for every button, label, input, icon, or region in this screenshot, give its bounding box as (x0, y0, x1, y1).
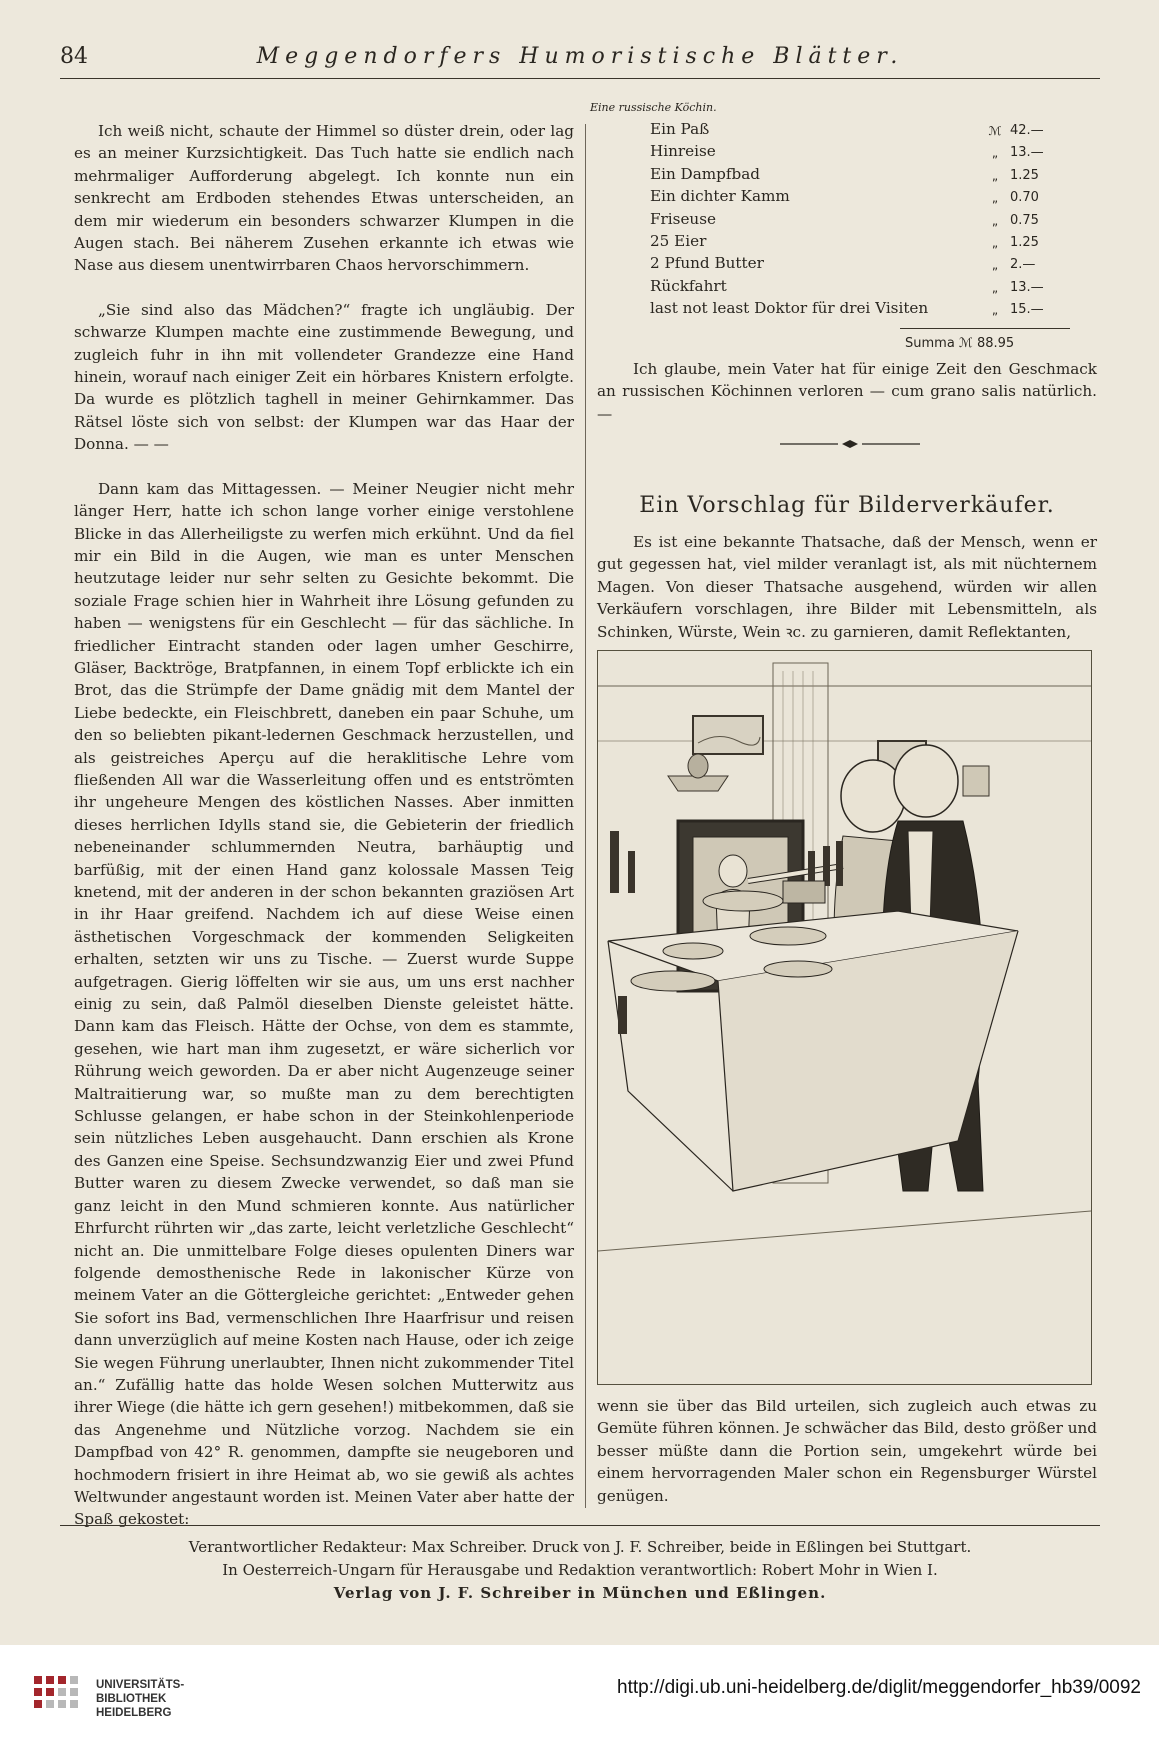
ditto-mark: „ (991, 235, 999, 250)
cost-item: Ein Dampfbad (650, 164, 761, 183)
ditto-mark: „ (991, 280, 999, 295)
cost-item: 25 Eier (650, 231, 707, 250)
ditto-mark: „ (991, 303, 999, 318)
column-divider (585, 124, 586, 1508)
cost-item: Rückfahrt (650, 276, 727, 295)
ditto-mark: „ (991, 146, 999, 161)
left-column (74, 120, 574, 1531)
sum-rule (900, 328, 1070, 329)
cost-row (650, 165, 1080, 187)
cost-item: Friseuse (650, 209, 717, 228)
cost-item: Ein Paß (650, 120, 710, 138)
article-intro (597, 531, 1097, 643)
cost-row (650, 210, 1080, 232)
article-title: Ein Vorschlag für Bilderverkäufer. (639, 493, 1055, 518)
cost-row (650, 120, 1080, 142)
university-library-logo-icon (30, 1670, 84, 1716)
footer-editor-line: Verantwortlicher Redakteur: Max Schreiber. Druck von J. F. Schreiber, beide in Eßlingen bei Stuttgart. (188, 1538, 972, 1556)
page-number: 84 (60, 44, 88, 69)
cost-row (650, 277, 1080, 299)
cost-item: Ein dichter Kamm (650, 187, 790, 206)
cost-amount: 1.25 (1010, 167, 1039, 183)
closing-paragraph (597, 358, 1097, 425)
cost-amount: 0.75 (1010, 212, 1039, 228)
cost-row (650, 254, 1080, 276)
library-bar (0, 1645, 1159, 1744)
source-url[interactable]: http://digi.ub.uni-heidelberg.de/diglit/meggendorfer_hb39/0092 (617, 1677, 1141, 1698)
sum-total: Summa ℳ 88.95 (905, 336, 1015, 351)
page-footer (60, 1525, 1100, 1605)
page-header (60, 42, 1100, 79)
cost-amount: 13.— (1010, 279, 1044, 295)
cost-amount: 13.— (1010, 145, 1044, 161)
cost-row (650, 232, 1080, 254)
footer-publisher-line: Verlag von J. F. Schreiber in München und Eßlingen. (333, 1584, 827, 1602)
article-continuation-text: wenn sie über das Bild urteilen, sich zugleich auch etwas zu Gemüte führen können. Je schwächer das Bild, desto größer und besser müßte dann die Portion sein, umgekehrt würde bei einem hervorragenden Maler schon ein Regensburger Würstel genügen. (597, 1397, 1097, 1505)
paragraph-3: Dann kam das Mittagessen. — Meiner Neugier nicht mehr länger Herr, hatte ich schon lange vorher einige verstohlene Blicke in das Allerheiligste zu werfen mich erkühnt. Und da fiel mir ein Bild in die Augen, wie man es unter Menschen heutzutage leider nur sehr selten zu Gesichte bekommt. Die soziale Frage schien hier in Wahrheit ihre Lösung gefunden zu haben — wenigstens für ein Geschlecht — für das sächliche. In friedlicher Eintracht standen oder lagen umher Geschirre, Gläser, Backtröge, Bratpfannen, in einem Topf erblickte ich ein Brot, das die Strümpfe der Dame gnädig mit dem Mantel der Liebe bedeckte, ein Fleischbrett, daneben ein paar Schuhe, um den so beliebten pikant-ledernen Geschmack herzustellen, und als geistreiches Aperçu auf die heraklitische Lehre vom fließenden All war die Wasserleitung offen und es entströmten ihr ungeheure Mengen des köstlichen Nasses. Aber inmitten dieses herrlichen Idylls stand sie, die Gebieterin der friedlich nebeneinander schlummernden Neutra, barhäuptig und barfüßig, mit der einen Hand ganz kolossale Massen Teig knetend, mit der anderen in der schon bekannten graziösen Art in ihr Haar greifend. Nachdem ich auf diese Weise einen ästhetischen Vorgeschmack der kommenden Seligkeiten erhalten, setzten wir uns zu Tische. — Zuerst wurde Suppe aufgetragen. Gierig löffelten wir sie aus, um uns erst nachher einig zu sein, daß Palmöl dieselben Dienste geleistet hätte. Dann kam das Fleisch. Hätte der Ochse, von dem es stammte, gesehen, wie hart man ihm zugesetzt, er wäre sicherlich vor Rührung weich geworden. Da er aber nicht Augenzeuge seiner Maltraitierung war, so mußte man zu dem berechtigten Schlusse gelangen, er habe schon in der Steinkohlenperiode sein nützliches Leben ausgehaucht. Dann erschien als Krone des Ganzen eine Speise. Sechsundzwanzig Eier und zwei Pfund Butter waren zu diesem Zwecke verwendet, so daß man sie ganz leicht in den Mund schmieren konnte. Aus natürlicher Ehrfurcht rührten wir „das zarte, leicht verletzliche Geschlecht“ nicht an. Die unmittelbare Folge dieses opulenten Diners war folgende demosthenische Rede in lakonischer Kürze von meinem Vater an die Göttergleiche gerichtet: „Entweder gehen Sie sofort ins Bad, vermenschlichen Ihre Haarfrisur und reisen dann unverzüglich auf meine Kosten nach Hause, oder ich zeige Sie wegen Führung unerlaubter, Ihnen nicht zukommender Titel an.“ Zufällig hatte das holde Wesen solchen Mutterwitz aus ihrer Wiege (die hätte ich gern gesehen!) mitbekommen, daß sie das Angenehme und Nützliche vorzog. Nachdem sie ein Dampfbad von 42° R. genommen, dampfte sie neugeboren und hochmodern frisiert in ihre Heimat ab, wo sie gewiß als achtes Weltwunder angestaunt worden ist. Meinen Vater aber hatte der Spaß gekostet: (74, 479, 574, 1529)
paragraph-1: Ich weiß nicht, schaute der Himmel so düster drein, oder lag es an meiner Kurzsichtigkeit. Das Tuch hatte sie endlich nach mehrmaliger Aufforderung abgelegt. Ich konnte nun ein senkrecht am Erdboden stehendes Etwas unterscheiden, an dem mir wiederum ein besonders schwarzer Klumpen in die Augen stach. Bei näherem Zusehen erkannte ich etwas wie Nase aus diesem unentwirrbaren Chaos hervorschimmern. (74, 122, 574, 275)
cost-amount: 2.— (1010, 257, 1036, 273)
cost-item: last not least Doktor für drei Visiten (650, 299, 929, 318)
cost-row (650, 299, 1080, 321)
ditto-mark: „ (991, 191, 999, 206)
ditto-mark: „ (991, 213, 999, 228)
cost-amount: 1.25 (1010, 234, 1039, 250)
cost-row (650, 142, 1080, 164)
currency-mark: ℳ (988, 124, 1002, 138)
footer-austria-line: In Oesterreich-Ungarn für Herausgabe und Redaktion verantwortlich: Robert Mohr in Wien I. (222, 1561, 938, 1579)
section-ornament-icon (780, 438, 920, 450)
library-name: UNIVERSITÄTS- BIBLIOTHEK HEIDELBERG (96, 1679, 185, 1719)
cost-item: Hinreise (650, 142, 716, 161)
ditto-mark: „ (991, 258, 999, 273)
article-intro-text: Es ist eine bekannte Thatsache, daß der Mensch, wenn er gut gegessen hat, viel milder veranlagt ist, als mit nüchternem Magen. Von dieser Thatsache ausgehend, würden wir allen Verkäufern vorschlagen, ihre Bilder mit Lebensmitteln, als Schinken, Würste, Wein ꝛc. zu garnieren, damit Reflektanten, (597, 533, 1097, 641)
cartoon-illustration (597, 650, 1092, 1385)
cost-item: 2 Pfund Butter (650, 254, 764, 273)
cost-amount: 15.— (1010, 302, 1044, 318)
article-continuation (597, 1395, 1097, 1507)
cost-row (650, 187, 1080, 209)
illustration-caption-top: Eine russische Köchin. (590, 101, 717, 114)
cost-amount: 0.70 (1010, 190, 1039, 206)
paragraph-2: „Sie sind also das Mädchen?“ fragte ich ungläubig. Der schwarze Klumpen machte eine zustimmende Bewegung, und zugleich fuhr in ihn mit vollendeter Grandezze eine Hand hinein, worauf nach einiger Zeit ein hörbares Knistern erfolgte. Da wurde es plötzlich taghell in meiner Gehirnkammer. Das Rätsel löste sich von selbst: der Klumpen war das Haar der Donna. — — (74, 300, 574, 454)
closing-text: Ich glaube, mein Vater hat für einige Zeit den Geschmack an russischen Köchinnen verloren — cum grano salis natürlich. — (597, 360, 1097, 423)
running-title: Meggendorfers Humoristische Blätter. (256, 44, 904, 69)
cost-amount: 42.— (1010, 123, 1044, 138)
ditto-mark: „ (991, 168, 999, 183)
cost-list (650, 120, 1080, 322)
